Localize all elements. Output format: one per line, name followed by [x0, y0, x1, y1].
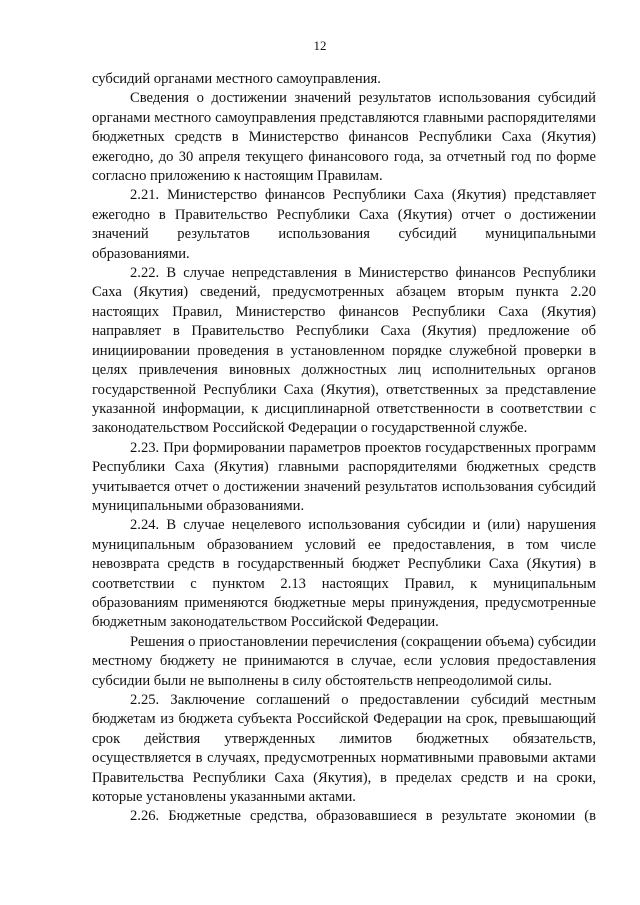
document-body — [92, 70, 596, 827]
paragraph-2-22: 2.22. В случае непредставления в Министерство финансов Республики Саха (Якутия) сведений, предусмотренных абзацем вторым пункта 2.20 настоящих Правил, Министерство финансов Республики Саха (Якутия) направляет в Правительство Республики Саха (Якутия) предложение об инициировании проведения в установленном порядке служебной проверки в целях привлечения виновных должностных лиц исполнительных органов государственной Республики Саха (Якутия), ответственных за представление указанной информации, к дисциплинарной ответственности в соответствии с законодательством Российской Федерации о государственной службе. — [92, 265, 596, 437]
paragraph-subsidies-continuation: субсидий органами местного самоуправления. — [92, 71, 381, 87]
paragraph-2-23: 2.23. При формировании параметров проектов государственных программ Республики Саха (Якутия) главными распорядителями бюджетных средств учитывается отчет о достижении значений результатов использования субсидий муниципальными образованиями. — [92, 439, 596, 514]
paragraph-2-25: 2.25. Заключение соглашений о предоставлении субсидий местным бюджетам из бюджета субъекта Российской Федерации на срок, превышающий срок действия утвержденных лимитов бюджетных обязательств, осуществляется в случаях, предусмотренных нормативными правовыми актами Правительства Республики Саха (Якутия), в пределах средств и на сроки, которые установлены указанными актами. — [92, 692, 596, 806]
paragraph-2-24: 2.24. В случае нецелевого использования субсидии и (или) нарушения муниципальным образованием условий ее предоставления, в том числе невозврата средств в государственный бюджет Республики Саха (Якутия) в соответствии с пунктом 2.13 настоящих Правил, к муниципальным образованиям применяются бюджетные меры принуждения, предусмотренные бюджетным законодательством Российской Федерации. — [92, 517, 596, 631]
paragraph-suspension-decisions: Решения о приостановлении перечисления (сокращении объема) субсидии местному бюджету не принимаются в случае, если условия предоставления субсидии были не выполнены в силу обстоятельств непреодолимой силы. — [92, 633, 596, 689]
paragraph-2-26: 2.26. Бюджетные средства, образовавшиеся в результате экономии (в — [130, 808, 596, 825]
paragraph-reporting-deadline: Сведения о достижении значений результатов использования субсидий органами местного самоуправления представляются главными распорядителями бюджетных средств в Министерство финансов Республики Саха (Якутия) ежегодно, до 30 апреля текущего финансового года, за отчетный год по форме согласно приложению к настоящим Правилам. — [92, 90, 596, 185]
page-number: 12 — [313, 38, 327, 53]
paragraph-2-21: 2.21. Министерство финансов Республики Саха (Якутия) представляет ежегодно в Правительство Республики Саха (Якутия) отчет о достижении значений результатов использования субсидий муниципальными образованиями. — [92, 187, 596, 262]
